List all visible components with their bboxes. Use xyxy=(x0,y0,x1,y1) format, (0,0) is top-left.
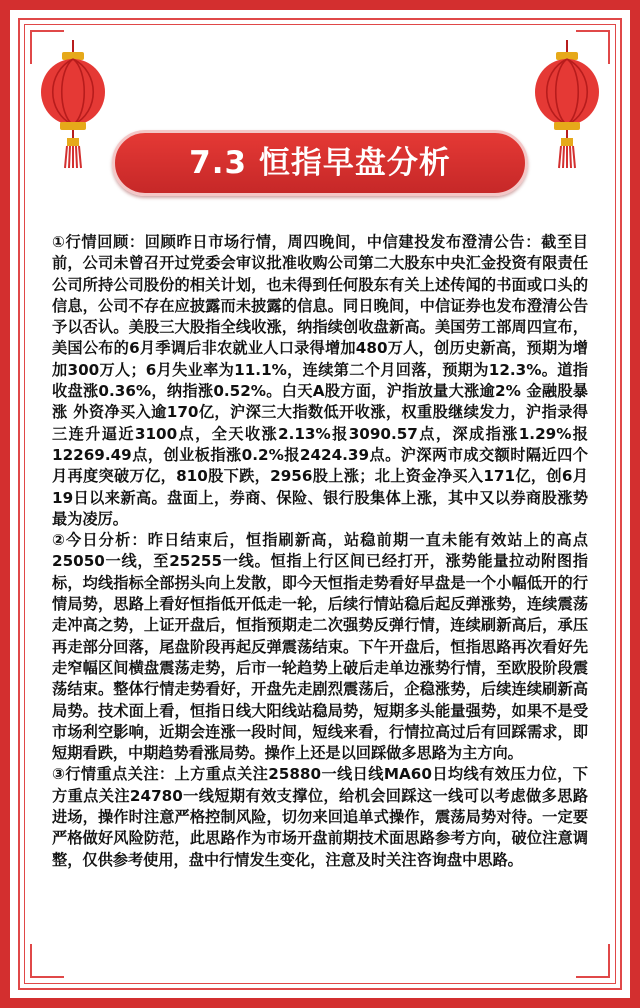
key-focus-paragraph: ③行情重点关注：上方重点关注25880一线日线MA60日均线有效压力位，下方重点关注24780一线短期有效支撑位，给机会回踩这一线可以考虑做多思路进场，操作时注意严格控制风险，切勿来回追单式操作，震荡局势对待。一定要严格做好风险防范，此思路作为市场开盘前期技术面思路参考方向，破位注意调整，仅供参考使用，盘中行情发生变化，注意及时关注咨询盘中思路。 xyxy=(52,765,588,869)
today-analysis-paragraph: ②今日分析：昨日结束后，恒指刷新高，站稳前期一直未能有效站上的高点25050一线，至25255一线。恒指上行区间已经打开，涨势能量拉动附图指标，均线指标全部拐头向上发散，即今天恒指走势看好早盘是一个小幅低开的行情局势，思路上看好恒指低开低走一轮，后续行情站稳后起反弹涨势，连续震荡走冲高之势，上证开盘后，恒指预期走二次强势反弹行情，连续刷新高后，承压再走部分回落，尾盘阶段再起反弹震荡结束。下午开盘后，恒指思路再次看好先走窄幅区间横盘震荡走势，后市一轮趋势上破后走单边涨势行情，至欧股阶段震荡结束。整体行情走势看好，开盘先走剧烈震荡后，企稳涨势，后续连续刷新高局势。技术面上看，恒指日线大阳线站稳局势，短期多头能量强势，如果不是受市场利空影响，近期会连涨一段时间，短线来看，行情拉高过后有回踩需求，即短期看跌，中期趋势看涨局势。操作上还是以回踩做多思路为主方向。 xyxy=(52,531,588,763)
corner-ornament xyxy=(30,944,64,978)
page-title: 7.3 恒指早盘分析 xyxy=(189,145,451,181)
lantern-icon xyxy=(532,40,602,170)
corner-ornament xyxy=(576,944,610,978)
title-banner xyxy=(112,124,528,202)
lantern-icon xyxy=(38,40,108,170)
market-review-paragraph: ①行情回顾：回顾昨日市场行情，周四晚间，中信建投发布澄清公告：截至目前，公司未曾召开过党委会审议批准收购公司第二大股东中央汇金投资有限责任公司所持公司股份的相关计划，也未得到任何股东有关上述传闻的书面或口头的信息，公司不存在应披露而未披露的信息。同日晚间，中信证券也发布澄清公告予以否认。美股三大股指全线收涨，纳指续创收盘新高。美国劳工部周四宣布，美国公布的6月季调后非农就业人口录得增加480万人，创历史新高，预期为增加300万人；6月失业率为11.1%，连续第二个月回落，预期为12.3%。道指收盘涨0.36%，纳指涨0.52%。白天A股方面，沪指放量大涨逾2% 金融股暴涨 外资净买入逾170亿，沪深三大指数低开收涨，权重股继续发力，沪指录得三连升逼近3100点，全天收涨2.13%报3090.57点，深成指涨1.29%报12269.49点，创业板指涨0.2%报2424.39点。沪深两市成交额时隔近四个月再度突破万亿，810股下跌，2956股上涨；北上资金净买入171亿，创6月19日以来新高。盘面上，券商、保险、银行股集体上涨，其中又以券商股涨势最为凌厉。 xyxy=(52,233,588,528)
analysis-body xyxy=(52,232,588,871)
